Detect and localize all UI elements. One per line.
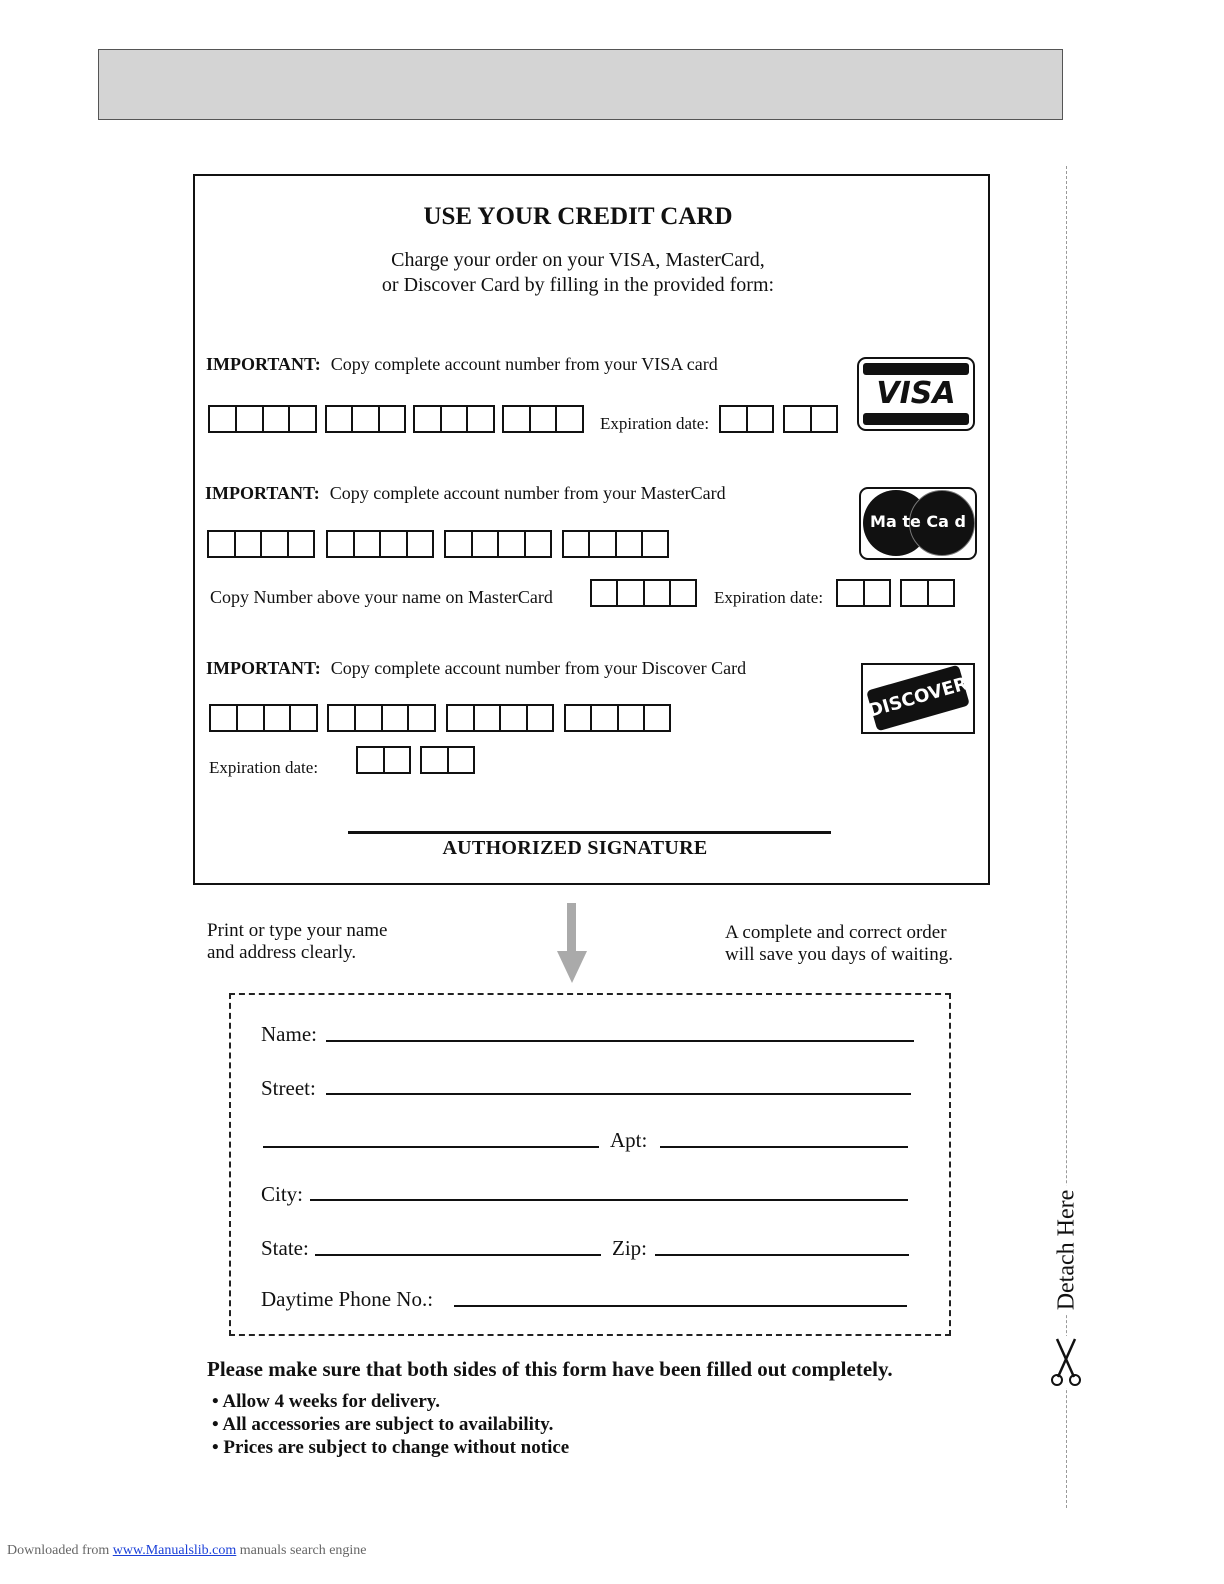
important-label: IMPORTANT: bbox=[205, 483, 320, 503]
visa-exp-year[interactable] bbox=[783, 405, 838, 433]
mastercard-number-group-4[interactable] bbox=[562, 530, 669, 558]
terms-list bbox=[212, 1390, 569, 1459]
mastercard-exp-label: Expiration date: bbox=[714, 588, 824, 607]
apt-label: Apt: bbox=[610, 1128, 648, 1152]
completion-reminder: Please make sure that both sides of this form have been filled out completely. bbox=[207, 1357, 893, 1381]
phone-label: Daytime Phone No.: bbox=[261, 1287, 434, 1311]
discover-exp-month[interactable] bbox=[356, 746, 411, 774]
important-label: IMPORTANT: bbox=[206, 658, 321, 678]
mastercard-number-group-2[interactable] bbox=[326, 530, 434, 558]
note-left bbox=[207, 920, 387, 964]
detach-label: Detach Here bbox=[1053, 1186, 1080, 1315]
discover-instruction-text: Copy complete account number from your Discover Card bbox=[330, 658, 747, 678]
page-title: USE YOUR CREDIT CARD bbox=[423, 203, 733, 230]
discover-exp-label: Expiration date: bbox=[209, 758, 319, 777]
mastercard-above-name-number[interactable] bbox=[590, 579, 697, 607]
name-label: Name: bbox=[261, 1022, 317, 1046]
street-label: Street: bbox=[261, 1076, 316, 1100]
visa-exp-month[interactable] bbox=[719, 405, 774, 433]
terms-item: • All accessories are subject to availability. bbox=[212, 1413, 569, 1436]
note-right bbox=[725, 922, 953, 966]
mastercard-logo-text: Ma te Ca d bbox=[870, 512, 966, 531]
intro-text bbox=[193, 248, 963, 298]
apt-field[interactable] bbox=[660, 1146, 908, 1148]
important-label: IMPORTANT: bbox=[206, 354, 321, 374]
discover-number-group-2[interactable] bbox=[327, 704, 436, 732]
visa-logo bbox=[857, 357, 975, 431]
footer bbox=[7, 1543, 367, 1559]
mastercard-exp-year[interactable] bbox=[900, 579, 955, 607]
discover-instruction bbox=[206, 658, 746, 679]
mastercard-instruction bbox=[205, 483, 726, 504]
street-line-2-field[interactable] bbox=[263, 1146, 599, 1148]
discover-logo-text: DISCOVER bbox=[865, 673, 971, 722]
header-banner bbox=[98, 49, 1063, 120]
visa-number-group-4[interactable] bbox=[502, 405, 584, 433]
footer-suffix: manuals search engine bbox=[236, 1543, 367, 1558]
intro-line-2: or Discover Card by filling in the provided form: bbox=[381, 274, 775, 296]
terms-item: • Prices are subject to change without notice bbox=[212, 1436, 569, 1459]
address-form bbox=[229, 993, 951, 1336]
detach-label-wrapper bbox=[1044, 1180, 1089, 1320]
mastercard-logo bbox=[859, 487, 977, 560]
terms-item: • Allow 4 weeks for delivery. bbox=[212, 1390, 569, 1413]
mastercard-instruction-text: Copy complete account number from your MasterCard bbox=[329, 483, 726, 503]
note-right-line-1: A complete and correct order bbox=[725, 922, 947, 943]
zip-field[interactable] bbox=[655, 1254, 909, 1256]
note-left-line-2: and address clearly. bbox=[207, 942, 357, 963]
mastercard-number-group-3[interactable] bbox=[444, 530, 552, 558]
visa-exp-label: Expiration date: bbox=[600, 414, 710, 433]
city-field[interactable] bbox=[310, 1199, 908, 1201]
visa-instruction-text: Copy complete account number from your VISA card bbox=[330, 354, 718, 374]
scissors-icon bbox=[1049, 1336, 1083, 1388]
note-left-line-1: Print or type your name bbox=[207, 920, 388, 941]
note-right-line-2: will save you days of waiting. bbox=[725, 944, 953, 965]
street-field[interactable] bbox=[326, 1093, 911, 1095]
footer-prefix: Downloaded from bbox=[7, 1543, 113, 1558]
city-label: City: bbox=[261, 1182, 304, 1206]
discover-number-group-1[interactable] bbox=[209, 704, 318, 732]
down-arrow-icon bbox=[556, 903, 588, 985]
discover-number-group-4[interactable] bbox=[564, 704, 671, 732]
state-label: State: bbox=[261, 1236, 309, 1260]
visa-logo-text: VISA bbox=[876, 376, 956, 411]
zip-label: Zip: bbox=[612, 1236, 647, 1260]
visa-number-group-1[interactable] bbox=[208, 405, 317, 433]
mastercard-above-name-label: Copy Number above your name on MasterCard bbox=[210, 587, 553, 607]
visa-number-group-2[interactable] bbox=[325, 405, 406, 433]
state-field[interactable] bbox=[315, 1254, 601, 1256]
mastercard-number-group-1[interactable] bbox=[207, 530, 315, 558]
signature-label: AUTHORIZED SIGNATURE bbox=[442, 837, 708, 859]
name-field[interactable] bbox=[326, 1040, 914, 1042]
discover-number-group-3[interactable] bbox=[446, 704, 554, 732]
mastercard-exp-month[interactable] bbox=[836, 579, 891, 607]
discover-logo bbox=[861, 663, 975, 734]
intro-line-1: Charge your order on your VISA, MasterCard, bbox=[391, 249, 765, 271]
phone-field[interactable] bbox=[454, 1305, 907, 1307]
visa-number-group-3[interactable] bbox=[413, 405, 495, 433]
visa-instruction bbox=[206, 354, 718, 375]
signature-line[interactable] bbox=[348, 831, 831, 834]
discover-exp-year[interactable] bbox=[420, 746, 475, 774]
footer-link[interactable]: www.Manualslib.com bbox=[112, 1543, 237, 1558]
